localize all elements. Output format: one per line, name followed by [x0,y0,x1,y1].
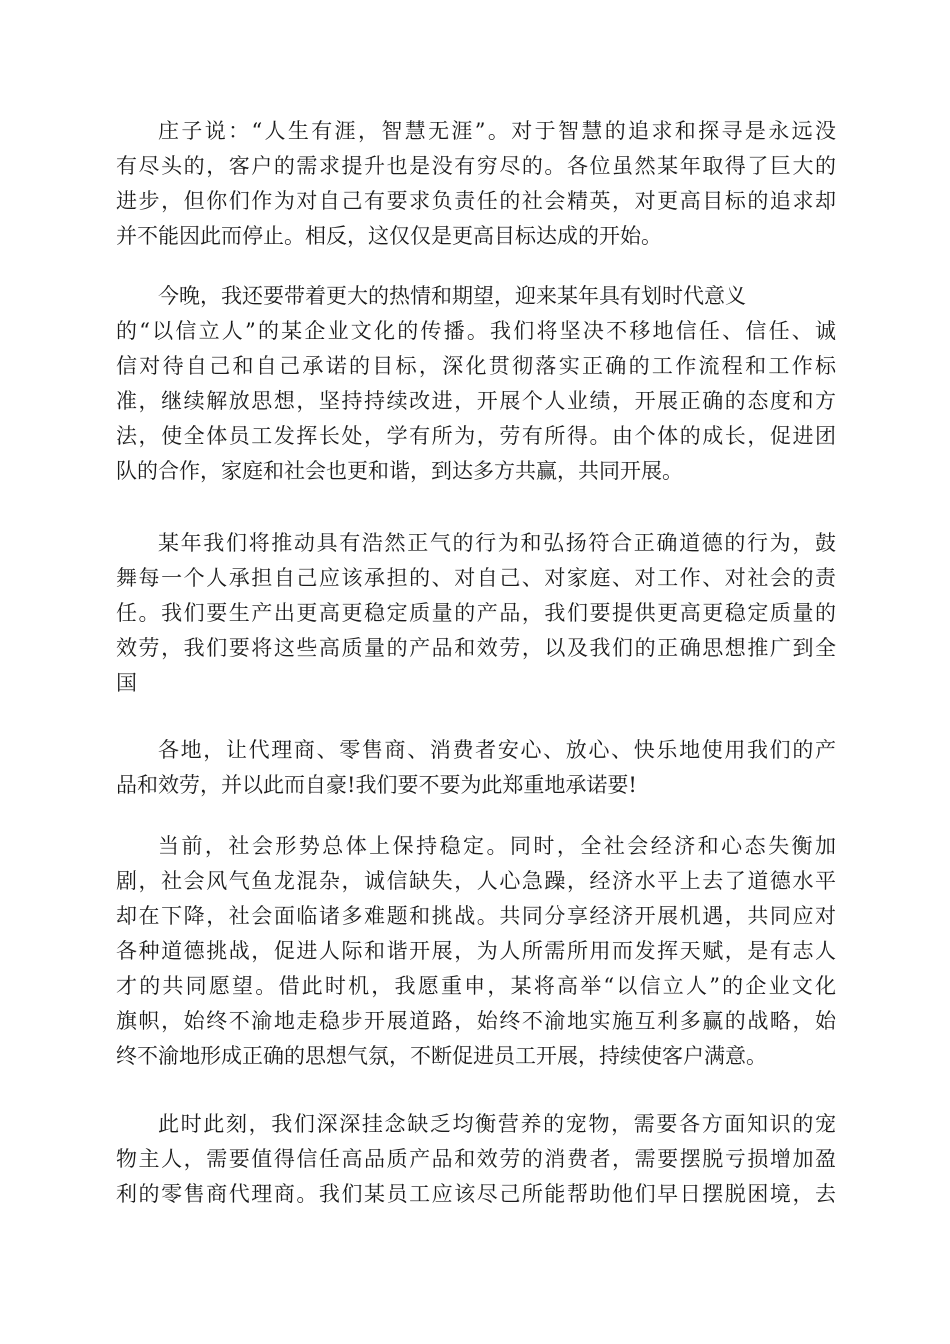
text-line: 进步，但你们作为对自己有要求负责任的社会精英，对更高目标的追求却 [116,189,836,213]
text-line: 终不渝地形成正确的思想气氛，不断促进员工开展，持续使客户满意。 [116,1044,767,1068]
text-line: 各地，让代理商、零售商、消费者安心、放心、快乐地使用我们的产 [158,738,836,762]
text-line: 才的共同愿望。借此时机，我愿重申，某将高举“以信立人”的企业文化 [116,974,836,998]
text-line: 庄子说：“人生有涯，智慧无涯”。对于智慧的追求和探寻是永远没 [158,119,836,143]
text-line: 物主人，需要值得信任高品质产品和效劳的消费者，需要摆脱亏损增加盈 [116,1147,836,1171]
text-line: 某年我们将推动具有浩然正气的行为和弘扬符合正确道德的行为，鼓 [158,531,836,555]
paragraph-6 [116,1107,836,1212]
text-line: 国 [116,671,137,695]
paragraph-5 [116,829,836,1074]
text-line: 品和效劳，并以此而自豪!我们要不要为此郑重地承诺要! [116,773,637,797]
paragraph-3 [116,526,836,701]
paragraph-1 [116,114,836,254]
text-line: 的“以信立人”的某企业文化的传播。我们将坚决不移地信任、信任、诚 [116,319,836,343]
text-line: 利的零售商代理商。我们某员工应该尽己所能帮助他们早日摆脱困境，去 [116,1182,836,1206]
text-line: 剧，社会风气鱼龙混杂，诚信缺失，人心急躁，经济水平上去了道德水平 [116,869,836,893]
text-line: 旗帜，始终不渝地走稳步开展道路，始终不渝地实施互利多赢的战略，始 [116,1009,836,1033]
text-line: 信对待自己和自己承诺的目标，深化贯彻落实正确的工作流程和工作标 [116,354,836,378]
text-line: 舞每一个人承担自己应该承担的、对自己、对家庭、对工作、对社会的责 [116,566,836,590]
text-line: 并不能因此而停止。相反，这仅仅是更高目标达成的开始。 [116,224,662,248]
text-line: 任。我们要生产出更高更稳定质量的产品，我们要提供更高更稳定质量的 [116,601,836,625]
text-line: 准，继续解放思想，坚持持续改进，开展个人业绩，开展正确的态度和方 [116,389,836,413]
text-line: 效劳，我们要将这些高质量的产品和效劳，以及我们的正确思想推广到全 [116,636,836,660]
paragraph-2 [116,279,836,489]
text-line: 有尽头的，客户的需求提升也是没有穷尽的。各位虽然某年取得了巨大的 [116,154,836,178]
text-line: 却在下降，社会面临诸多难题和挑战。共同分享经济开展机遇，共同应对 [116,904,836,928]
text-line: 队的合作，家庭和社会也更和谐，到达多方共赢，共同开展。 [116,459,683,483]
paragraph-4 [116,733,836,803]
text-line: 当前，社会形势总体上保持稳定。同时，全社会经济和心态失衡加 [158,834,836,858]
text-line: 法，使全体员工发挥长处，学有所为，劳有所得。由个体的成长，促进团 [116,424,836,448]
text-line: 此时此刻，我们深深挂念缺乏均衡营养的宠物，需要各方面知识的宠 [158,1112,836,1136]
text-line: 各种道德挑战，促进人际和谐开展，为人所需所用而发挥天赋，是有志人 [116,939,836,963]
text-line: 今晚，我还要带着更大的热情和期望，迎来某年具有划时代意义 [158,284,746,308]
